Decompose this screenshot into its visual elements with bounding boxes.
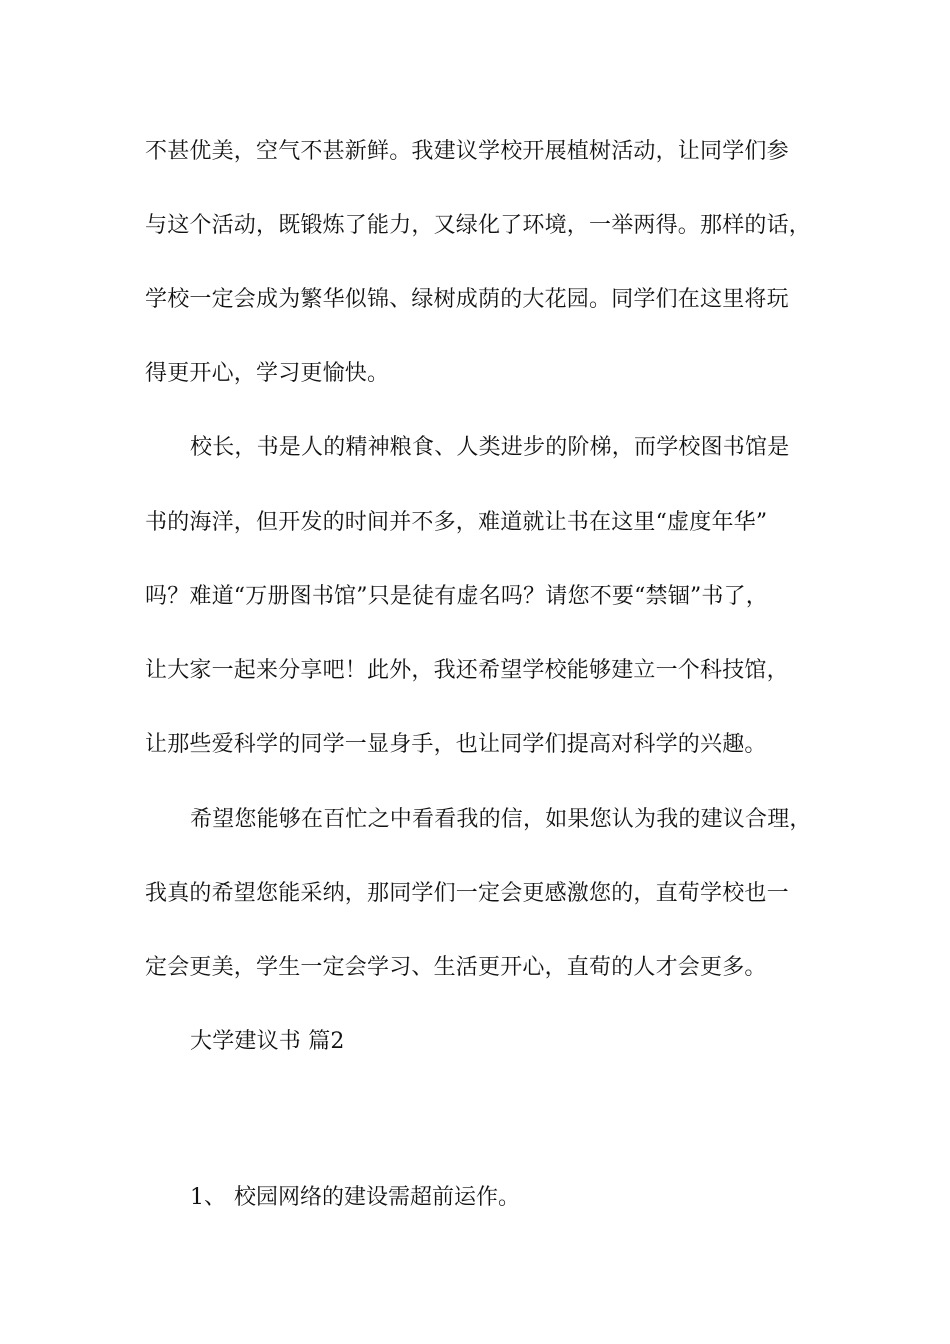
paragraph-1-line-3: 学校一定会成为繁华似锦、绿树成荫的大花园。同学们在这里将玩 — [145, 287, 789, 312]
list-item-text: 校园网络的建设需超前运作。 — [234, 1185, 521, 1210]
paragraph-1-line-4: 得更开心，学习更愉快。 — [145, 361, 390, 386]
paragraph-2-line-4: 让大家一起来分享吧！此外，我还希望学校能够建立一个科技馆， — [145, 658, 789, 683]
list-item-number: 1、 — [190, 1185, 226, 1210]
section-heading: 大学建议书 篇2 — [190, 1029, 345, 1054]
paragraph-2-line-2: 书的海洋，但开发的时间并不多，难道就让书在这里“虚度年华” — [145, 510, 768, 535]
paragraph-3-line-3: 定会更美，学生一定会学习、生活更开心，直荀的人才会更多。 — [145, 955, 767, 980]
paragraph-2-line-1: 校长，书是人的精神粮食、人类进步的阶梯，而学校图书馆是 — [190, 435, 790, 460]
paragraph-2-line-5: 让那些爱科学的同学一显身手，也让同学们提高对科学的兴趣。 — [145, 732, 767, 757]
paragraph-1-line-1: 不甚优美，空气不甚新鲜。我建议学校开展植树活动，让同学们参 — [145, 139, 789, 164]
paragraph-3-line-2: 我真的希望您能采纳，那同学们一定会更感激您的，直荀学校也一 — [145, 881, 789, 906]
paragraph-2-line-3: 吗？难道“万册图书馆”只是徒有虚名吗？请您不要“禁锢”书了， — [145, 584, 768, 609]
paragraph-1-line-2: 与这个活动，既锻炼了能力，又绿化了环境，一举两得。那样的话， — [145, 213, 812, 238]
paragraph-3-line-1: 希望您能够在百忙之中看看我的信，如果您认为我的建议合理， — [190, 807, 812, 832]
